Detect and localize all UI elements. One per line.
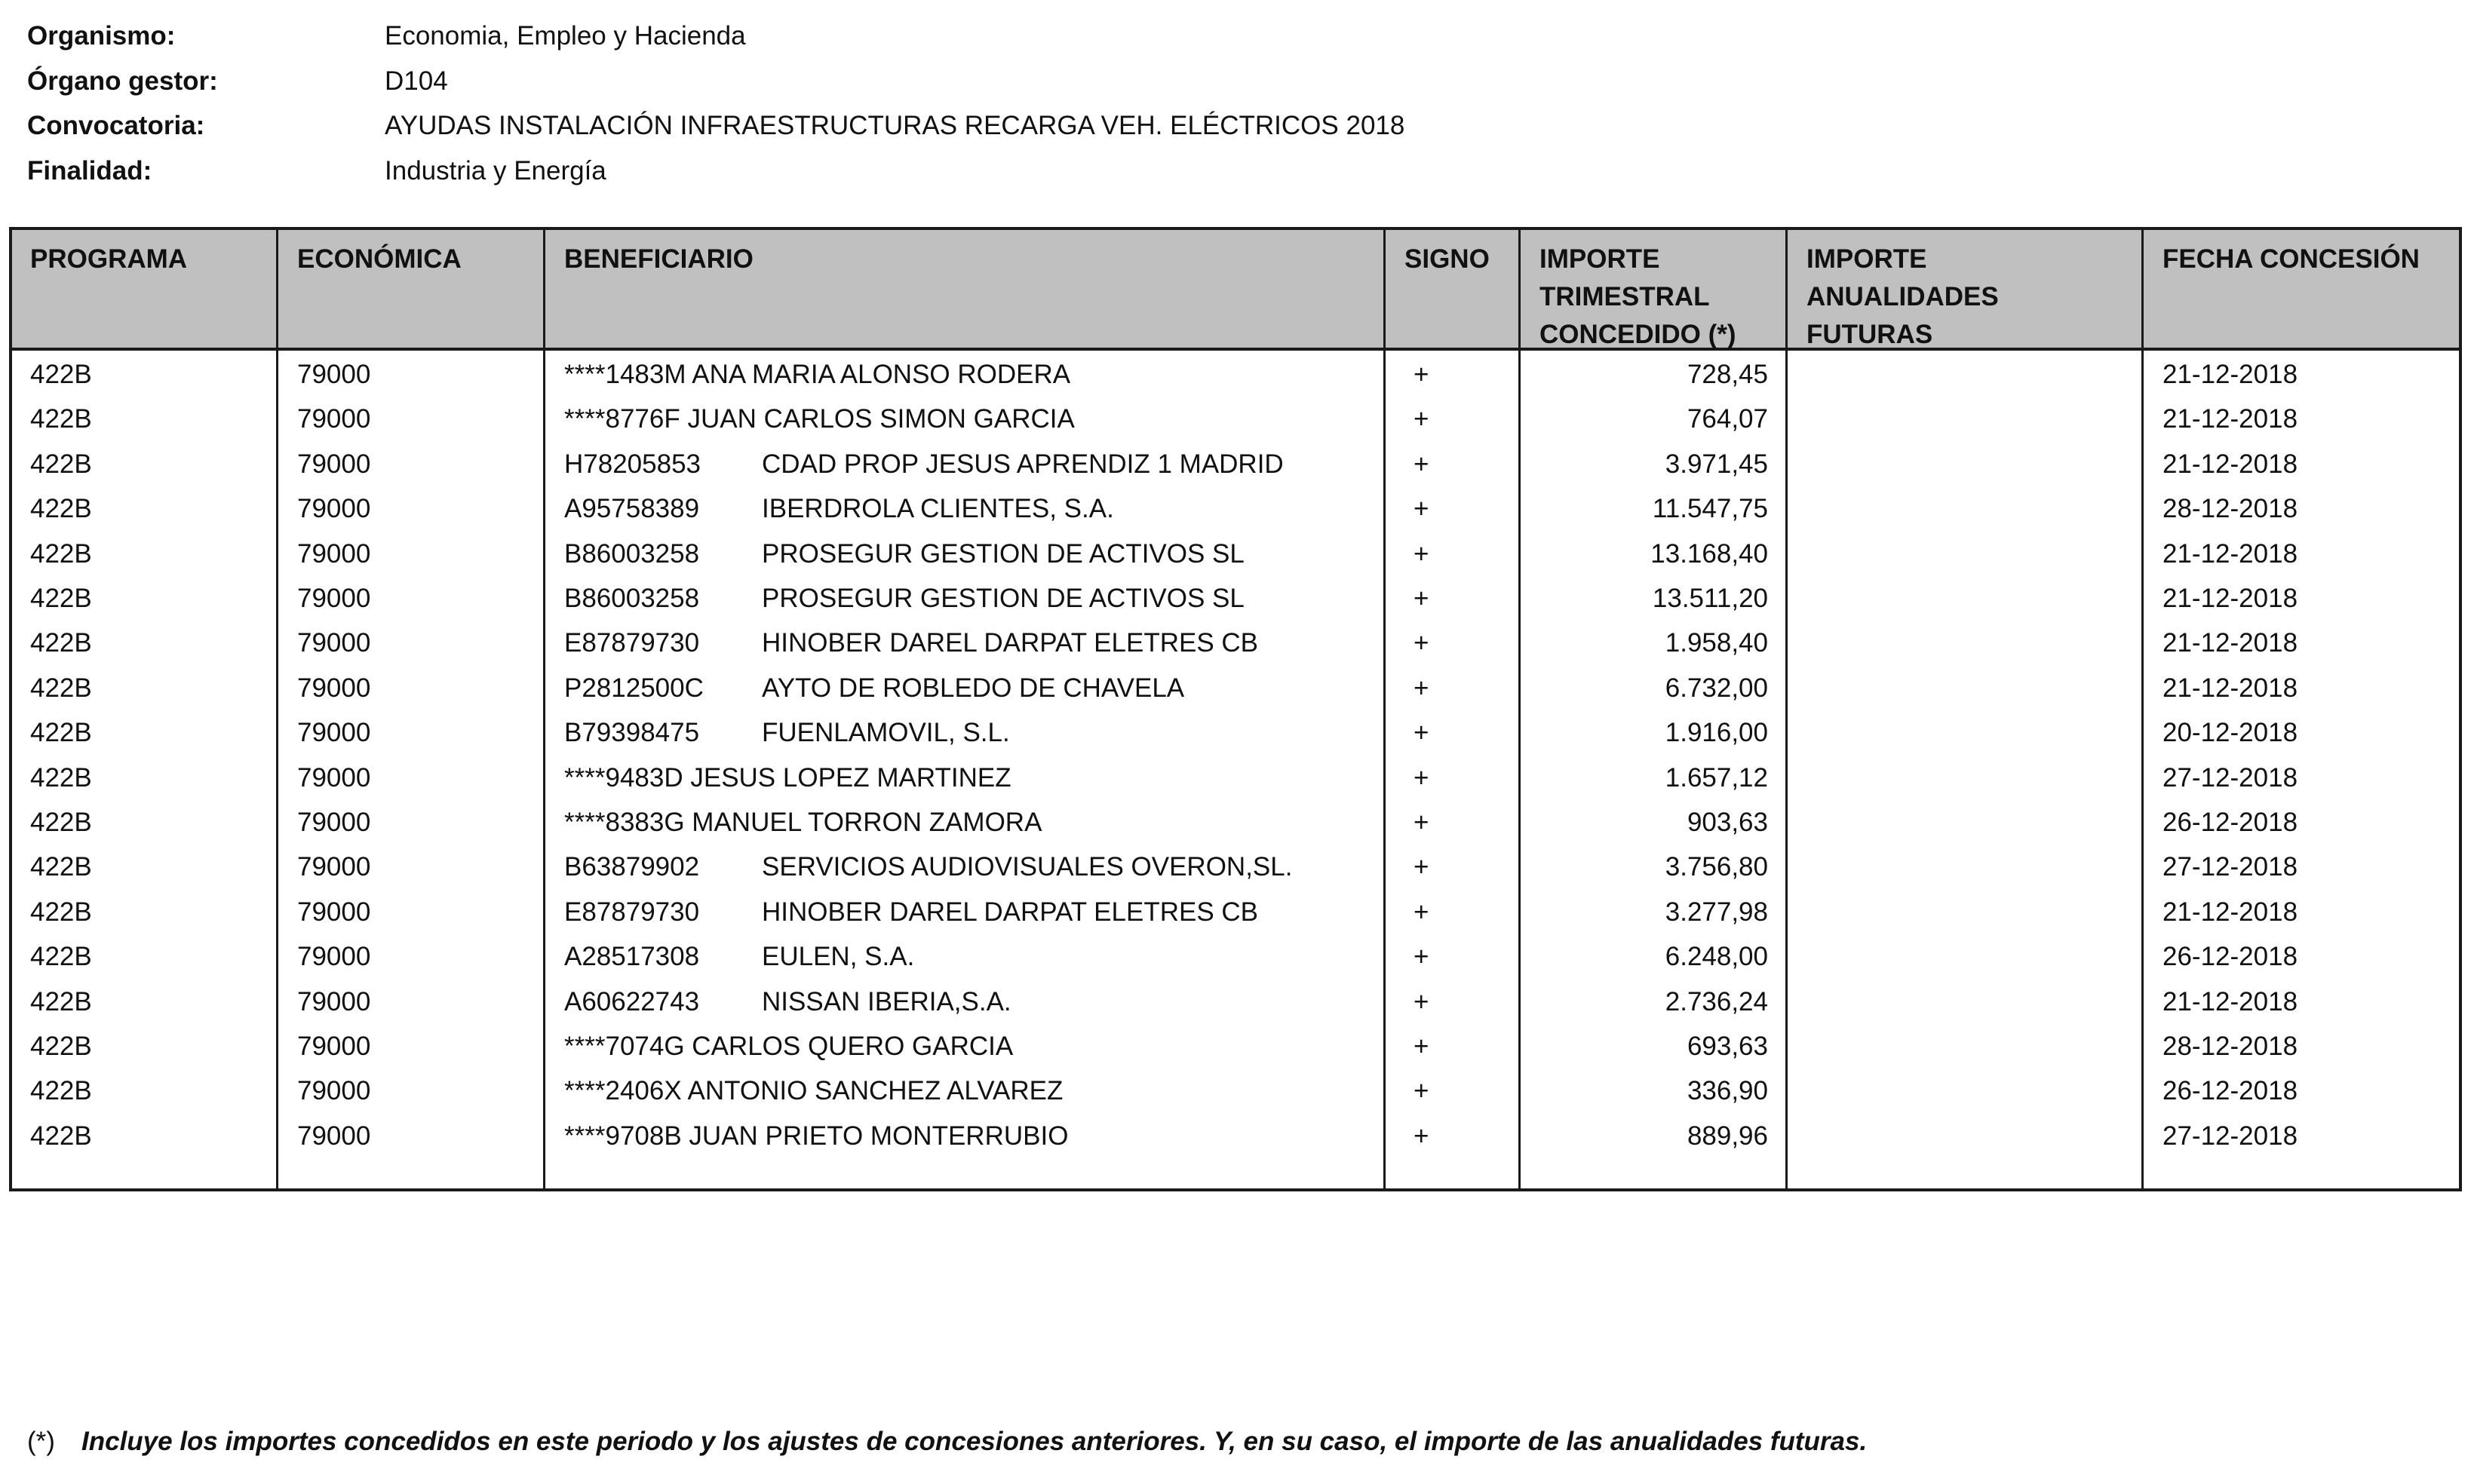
- header-line: ANUALIDADES: [1806, 282, 1999, 311]
- table-row: [12, 440, 2459, 485]
- cell-beneficiario: [564, 449, 1284, 480]
- header-value: Economia, Empleo y Hacienda: [385, 21, 746, 51]
- column-header-fecha: FECHA CONCESIÓN: [2163, 244, 2420, 274]
- cell-economica: 79000: [297, 404, 371, 434]
- cell-economica: 79000: [297, 808, 371, 837]
- cell-programa: 422B: [30, 808, 92, 837]
- cell-economica: 79000: [297, 986, 371, 1016]
- column-header-signo: SIGNO: [1404, 244, 1490, 274]
- cell-beneficiario: [564, 987, 1011, 1017]
- cell-signo: +: [1414, 1076, 1429, 1106]
- beneficiary-name: ****1483M ANA MARIA ALONSO RODERA: [564, 360, 1071, 389]
- beneficiary-nif: B79398475: [564, 718, 700, 748]
- cell-signo: +: [1414, 1032, 1429, 1061]
- table-row: [12, 754, 2459, 799]
- cell-beneficiario: [564, 539, 1245, 569]
- table-row: [12, 933, 2459, 977]
- cell-programa: 422B: [30, 404, 92, 434]
- cell-signo: +: [1414, 584, 1429, 613]
- beneficiary-nif: B63879902: [564, 852, 700, 882]
- beneficiary-nif: B86003258: [564, 538, 700, 569]
- header-line: IMPORTE: [1539, 244, 1660, 274]
- beneficiary-nif: H78205853: [564, 449, 701, 479]
- cell-economica: 79000: [297, 762, 371, 793]
- beneficiary-nif: E87879730: [564, 628, 700, 658]
- header-value: Industria y Energía: [385, 155, 606, 186]
- cell-economica: 79000: [297, 897, 371, 927]
- table-row: [12, 1112, 2459, 1157]
- cell-beneficiario: [564, 942, 914, 972]
- beneficiary-name: FUENLAMOVIL, S.L.: [762, 718, 1010, 748]
- cell-importe: 3.756,80: [1665, 852, 1768, 882]
- beneficiary-name: AYTO DE ROBLEDO DE CHAVELA: [762, 673, 1185, 703]
- header-row-convocatoria: [27, 111, 1404, 156]
- cell-fecha: 28-12-2018: [2163, 494, 2298, 524]
- cell-beneficiario: [564, 494, 1114, 524]
- cell-fecha: 21-12-2018: [2163, 404, 2298, 434]
- footnote: [27, 1427, 1867, 1457]
- cell-signo: +: [1414, 1121, 1429, 1151]
- cell-signo: +: [1414, 942, 1429, 972]
- cell-economica: 79000: [297, 718, 371, 748]
- cell-signo: +: [1414, 897, 1429, 927]
- cell-importe: 2.736,24: [1665, 986, 1768, 1016]
- cell-fecha: 21-12-2018: [2163, 449, 2298, 479]
- cell-programa: 422B: [30, 942, 92, 972]
- cell-importe: 1.916,00: [1665, 718, 1768, 748]
- beneficiary-name: PROSEGUR GESTION DE ACTIVOS SL: [762, 584, 1245, 613]
- cell-fecha: 21-12-2018: [2163, 986, 2298, 1016]
- cell-fecha: 20-12-2018: [2163, 718, 2298, 748]
- column-header-economica: ECONÓMICA: [297, 244, 462, 274]
- cell-beneficiario: [564, 1121, 1068, 1151]
- table-row: [12, 1023, 2459, 1067]
- cell-programa: 422B: [30, 1032, 92, 1061]
- cell-fecha: 21-12-2018: [2163, 538, 2298, 569]
- beneficiary-name: EULEN, S.A.: [762, 942, 915, 972]
- cell-importe: 336,90: [1687, 1076, 1768, 1106]
- cell-importe: 903,63: [1687, 808, 1768, 837]
- cell-fecha: 21-12-2018: [2163, 584, 2298, 613]
- beneficiary-name: PROSEGUR GESTION DE ACTIVOS SL: [762, 538, 1245, 569]
- table-row: [12, 395, 2459, 440]
- cell-economica: 79000: [297, 628, 371, 658]
- footnote-mark: (*): [27, 1427, 55, 1456]
- cell-economica: 79000: [297, 1076, 371, 1106]
- cell-signo: +: [1414, 986, 1429, 1016]
- cell-fecha: 21-12-2018: [2163, 897, 2298, 927]
- cell-fecha: 26-12-2018: [2163, 942, 2298, 972]
- cell-fecha: 27-12-2018: [2163, 852, 2298, 882]
- cell-signo: +: [1414, 360, 1429, 389]
- table-row: [12, 530, 2459, 575]
- cell-beneficiario: [564, 360, 1070, 390]
- beneficiary-name: HINOBER DAREL DARPAT ELETRES CB: [762, 628, 1259, 658]
- cell-fecha: 26-12-2018: [2163, 1076, 2298, 1106]
- cell-programa: 422B: [30, 449, 92, 479]
- header-line: TRIMESTRAL: [1539, 282, 1710, 311]
- cell-signo: +: [1414, 404, 1429, 434]
- cell-beneficiario: [564, 718, 1010, 748]
- table-row: [12, 485, 2459, 529]
- cell-programa: 422B: [30, 762, 92, 793]
- cell-fecha: 27-12-2018: [2163, 762, 2298, 793]
- beneficiary-name: HINOBER DAREL DARPAT ELETRES CB: [762, 897, 1259, 927]
- beneficiary-name: NISSAN IBERIA,S.A.: [762, 986, 1011, 1016]
- cell-programa: 422B: [30, 852, 92, 882]
- cell-programa: 422B: [30, 538, 92, 569]
- cell-beneficiario: [564, 897, 1258, 928]
- cell-importe: 1.657,12: [1665, 762, 1768, 793]
- cell-signo: +: [1414, 628, 1429, 658]
- table-row: [12, 1067, 2459, 1111]
- cell-beneficiario: [564, 1032, 1013, 1062]
- cell-signo: +: [1414, 538, 1429, 569]
- table-row: [12, 575, 2459, 619]
- beneficiary-name: ****8776F JUAN CARLOS SIMON GARCIA: [564, 404, 1075, 434]
- beneficiary-nif: P2812500C: [564, 673, 704, 703]
- cell-beneficiario: [564, 763, 1011, 793]
- header-label: Finalidad:: [27, 155, 152, 186]
- column-header-importe-trimestral: [1539, 241, 1736, 354]
- grants-table: [9, 227, 2462, 1191]
- table-row: [12, 351, 2459, 395]
- header-label: Convocatoria:: [27, 111, 205, 140]
- cell-importe: 764,07: [1687, 404, 1768, 434]
- beneficiary-name: SERVICIOS AUDIOVISUALES OVERON,SL.: [762, 852, 1293, 882]
- cell-fecha: 21-12-2018: [2163, 628, 2298, 658]
- cell-importe: 728,45: [1687, 360, 1768, 389]
- cell-signo: +: [1414, 808, 1429, 837]
- cell-importe: 6.732,00: [1665, 673, 1768, 703]
- header-row-organo-gestor: [27, 66, 1404, 112]
- beneficiary-nif: A60622743: [564, 986, 700, 1016]
- cell-economica: 79000: [297, 673, 371, 703]
- cell-programa: 422B: [30, 718, 92, 748]
- cell-importe: 889,96: [1687, 1121, 1768, 1151]
- cell-economica: 79000: [297, 852, 371, 882]
- cell-fecha: 28-12-2018: [2163, 1032, 2298, 1061]
- cell-beneficiario: [564, 852, 1292, 882]
- cell-beneficiario: [564, 628, 1258, 658]
- cell-economica: 79000: [297, 1032, 371, 1061]
- header-line: FUTURAS: [1806, 320, 1933, 349]
- column-header-beneficiario: BENEFICIARIO: [564, 244, 754, 274]
- cell-importe: 6.248,00: [1665, 942, 1768, 972]
- cell-importe: 13.511,20: [1652, 584, 1768, 613]
- cell-beneficiario: [564, 673, 1184, 704]
- beneficiary-name: ****2406X ANTONIO SANCHEZ ALVAREZ: [564, 1076, 1064, 1106]
- cell-programa: 422B: [30, 897, 92, 927]
- cell-signo: +: [1414, 762, 1429, 793]
- table-row: [12, 799, 2459, 843]
- table-row: [12, 619, 2459, 664]
- cell-fecha: 21-12-2018: [2163, 360, 2298, 389]
- header-line: CONCEDIDO (*): [1539, 320, 1736, 349]
- beneficiary-name: IBERDROLA CLIENTES, S.A.: [762, 494, 1114, 524]
- beneficiary-nif: A28517308: [564, 942, 700, 972]
- cell-signo: +: [1414, 494, 1429, 524]
- header-label: Organismo:: [27, 21, 176, 51]
- document-header: [27, 21, 1404, 201]
- beneficiary-nif: B86003258: [564, 584, 700, 613]
- cell-fecha: 21-12-2018: [2163, 673, 2298, 703]
- table-header: [12, 230, 2459, 351]
- cell-beneficiario: [564, 404, 1075, 434]
- cell-signo: +: [1414, 852, 1429, 882]
- cell-economica: 79000: [297, 538, 371, 569]
- cell-importe: 3.971,45: [1665, 449, 1768, 479]
- cell-economica: 79000: [297, 584, 371, 613]
- table-row: [12, 709, 2459, 753]
- cell-fecha: 26-12-2018: [2163, 808, 2298, 837]
- column-header-programa: PROGRAMA: [30, 244, 188, 274]
- cell-programa: 422B: [30, 1121, 92, 1151]
- column-header-importe-anualidades: [1806, 241, 1999, 354]
- cell-beneficiario: [564, 584, 1245, 614]
- header-label: Órgano gestor:: [27, 66, 218, 96]
- cell-importe: 11.547,75: [1652, 494, 1768, 524]
- cell-economica: 79000: [297, 449, 371, 479]
- beneficiary-name: ****7074G CARLOS QUERO GARCIA: [564, 1032, 1014, 1061]
- beneficiary-name: ****9708B JUAN PRIETO MONTERRUBIO: [564, 1121, 1069, 1151]
- beneficiary-nif: E87879730: [564, 897, 700, 927]
- cell-fecha: 27-12-2018: [2163, 1121, 2298, 1151]
- cell-programa: 422B: [30, 673, 92, 703]
- cell-economica: 79000: [297, 360, 371, 389]
- cell-importe: 693,63: [1687, 1032, 1768, 1061]
- table-row: [12, 843, 2459, 888]
- header-row-finalidad: [27, 156, 1404, 201]
- beneficiary-name: CDAD PROP JESUS APRENDIZ 1 MADRID: [762, 449, 1284, 479]
- cell-programa: 422B: [30, 986, 92, 1016]
- cell-beneficiario: [564, 1076, 1063, 1106]
- beneficiary-name: ****9483D JESUS LOPEZ MARTINEZ: [564, 762, 1011, 793]
- table-row: [12, 978, 2459, 1023]
- cell-signo: +: [1414, 718, 1429, 748]
- header-line: IMPORTE: [1806, 244, 1927, 274]
- cell-importe: 3.277,98: [1665, 897, 1768, 927]
- cell-economica: 79000: [297, 494, 371, 524]
- cell-importe: 13.168,40: [1650, 538, 1768, 569]
- cell-programa: 422B: [30, 584, 92, 613]
- cell-signo: +: [1414, 449, 1429, 479]
- header-row-organismo: [27, 21, 1404, 66]
- table-row: [12, 888, 2459, 933]
- table-row: [12, 664, 2459, 709]
- cell-programa: 422B: [30, 494, 92, 524]
- cell-signo: +: [1414, 673, 1429, 703]
- header-value: D104: [385, 66, 448, 96]
- cell-programa: 422B: [30, 1076, 92, 1106]
- footnote-text: Incluye los importes concedidos en este periodo y los ajustes de concesiones anteriores. Y, en su caso, el importe de las anualidades futuras.: [81, 1427, 1868, 1456]
- cell-programa: 422B: [30, 360, 92, 389]
- beneficiary-nif: A95758389: [564, 494, 700, 524]
- cell-economica: 79000: [297, 1121, 371, 1151]
- cell-programa: 422B: [30, 628, 92, 658]
- cell-beneficiario: [564, 808, 1042, 838]
- cell-economica: 79000: [297, 942, 371, 972]
- beneficiary-name: ****8383G MANUEL TORRON ZAMORA: [564, 808, 1042, 837]
- header-value: AYUDAS INSTALACIÓN INFRAESTRUCTURAS RECARGA VEH. ELÉCTRICOS 2018: [385, 111, 1405, 140]
- cell-importe: 1.958,40: [1665, 628, 1768, 658]
